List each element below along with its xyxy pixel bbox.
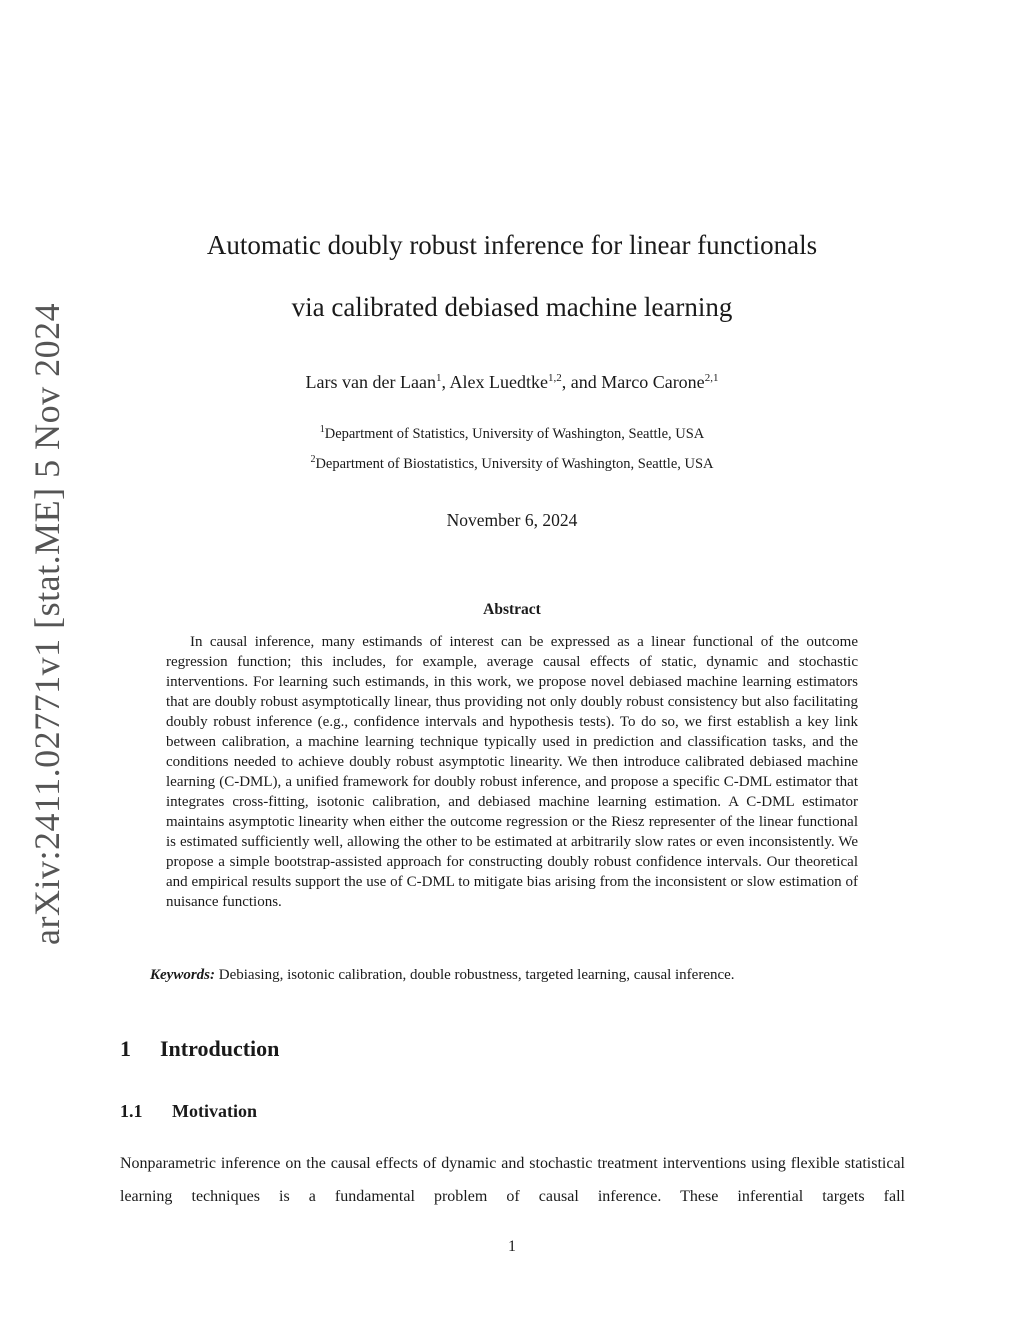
body-paragraph: Nonparametric inference on the causal effects of dynamic and stochastic treatment interventions using flexible statistical learning techniques is a fundamental problem of causal inference. These inferential targets fall xyxy=(120,1155,905,1205)
title-line-2: via calibrated debiased machine learning xyxy=(291,292,733,322)
subsection-number: 1.1 xyxy=(120,1101,143,1121)
section-number: 1 xyxy=(120,1036,131,1061)
keywords-label: Keywords: xyxy=(150,967,215,983)
keywords-text: Debiasing, isotonic calibration, double robustness, targeted learning, causal inference. xyxy=(218,967,735,983)
arxiv-stamp: arXiv:2411.02771v1 [stat.ME] 5 Nov 2024 xyxy=(27,302,67,945)
subsection-title: Motivation xyxy=(172,1101,257,1121)
author-affiliation-mark: 1 xyxy=(435,372,442,384)
author-name: Lars van der Laan xyxy=(305,372,436,392)
author-separator: , xyxy=(441,372,450,392)
section-title: Introduction xyxy=(160,1036,280,1061)
affiliation-text: Department of Statistics, University of Washington, Seattle, USA xyxy=(324,425,705,442)
author-name: Alex Luedtke xyxy=(449,372,548,392)
author-list xyxy=(140,372,884,393)
abstract-heading: Abstract xyxy=(483,601,541,618)
author-affiliation-mark: 1,2 xyxy=(547,372,562,384)
abstract-body: In causal inference, many estimands of interest can be expressed as a linear functional of the outcome regression function; this includes, for example, average causal effects of static, dynamic and stochastic interventions. For learning such estimands, in this work, we propose novel debiased machine learning estimators that are doubly robust asymptotically linear, thus providing not only doubly robust consistency but also facilitating doubly robust inference (e.g., confidence intervals and hypothesis tests). To do so, we first establish a key link between calibration, a machine learning technique typically used in prediction and classification tasks, and the conditions needed to achieve doubly robust asymptotic linearity. We then introduce calibrated debiased machine learning (C-DML), a unified framework for doubly robust inference, and propose a specific C-DML estimator that integrates cross-fitting, isotonic calibration, and debiased machine learning estimation. A C-DML estimator maintains asymptotic linearity when either the outcome regression or the Riesz representer of the linear functional is estimated sufficiently well, allowing the other to be estimated at arbitrarily slow rates or even inconsistently. We propose a simple bootstrap-assisted approach for constructing doubly robust confidence intervals. Our theoretical and empirical results support the use of C-DML to mitigate bias arising from the inconsistent or slow estimation of nuisance functions. xyxy=(166,634,858,910)
author-name: Marco Carone xyxy=(601,372,705,392)
affiliation-mark: 1 xyxy=(319,424,325,435)
affiliation xyxy=(140,424,884,443)
affiliation-mark: 2 xyxy=(310,454,316,465)
keywords xyxy=(150,967,890,984)
author-affiliation-mark: 2,1 xyxy=(704,372,719,384)
paper-title xyxy=(140,214,884,338)
affiliation xyxy=(140,454,884,473)
title-line-1: Automatic doubly robust inference for linear functionals xyxy=(206,230,818,260)
publication-date: November 6, 2024 xyxy=(446,510,578,530)
section-heading xyxy=(120,1036,279,1062)
subsection-heading xyxy=(120,1101,257,1122)
page-number: 1 xyxy=(508,1238,516,1255)
affiliation-text: Department of Biostatistics, University of Washington, Seattle, USA xyxy=(315,455,714,472)
author-separator: , and xyxy=(561,372,602,392)
